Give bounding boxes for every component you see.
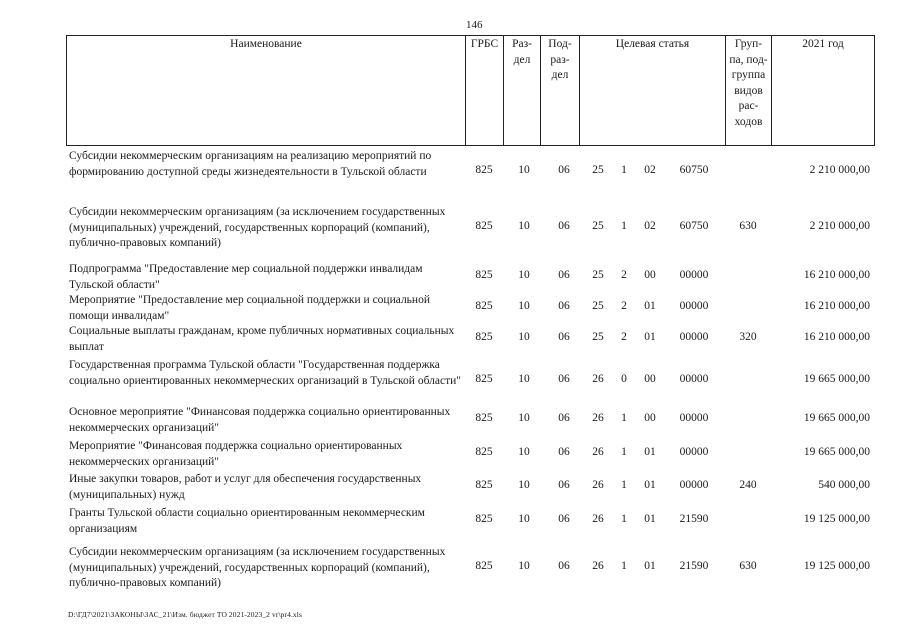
page-number: 146	[466, 19, 483, 31]
row-c4: 00000	[679, 479, 709, 491]
row-rz: 10	[518, 300, 530, 312]
row-c3: 00	[644, 269, 656, 281]
row-pr: 06	[558, 560, 570, 572]
row-name: Мероприятие "Предоставление мер социальной поддержки и социальной помощи инвалидам"	[69, 294, 430, 322]
row-c3: 01	[644, 479, 656, 491]
row-rz: 10	[518, 164, 530, 176]
row-pr: 06	[558, 269, 570, 281]
row-name: Субсидии некоммерческим организациям (за исключением государственных (муниципальных) учреждений, государственных корпораций (компаний), публично-правовых компаний)	[69, 546, 446, 589]
row-c1: 26	[592, 412, 604, 424]
row-grbs: 825	[475, 300, 493, 312]
row-c2: 1	[621, 164, 627, 176]
table-header	[66, 35, 875, 146]
row-c1: 26	[592, 513, 604, 525]
row-vr: 240	[739, 479, 757, 491]
row-c4: 00000	[679, 446, 709, 458]
row-grbs: 825	[475, 446, 493, 458]
row-pr: 06	[558, 220, 570, 232]
row-c1: 25	[592, 331, 604, 343]
row-c1: 26	[592, 373, 604, 385]
row-c3: 02	[644, 220, 656, 232]
row-c3: 00	[644, 373, 656, 385]
row-c1: 25	[592, 220, 604, 232]
row-c2: 1	[621, 220, 627, 232]
row-amount: 19 665 000,00	[803, 446, 870, 458]
row-c4: 21590	[679, 560, 709, 572]
header-podrazdel	[541, 36, 580, 145]
file-path-footer: D:\ГД7\2021\ЗАКОНЫ\ЗАС_21\Изм. бюджет ТО 2021-2023_2 vr\pr4.xls	[68, 610, 302, 619]
row-amount: 540 000,00	[818, 479, 870, 491]
row-name: Гранты Тульской области социально ориентированным некоммерческим организациям	[69, 507, 425, 535]
row-c4: 00000	[679, 269, 709, 281]
row-grbs: 825	[475, 513, 493, 525]
header-razdel-line: Раз-	[512, 38, 532, 50]
row-c4: 21590	[679, 513, 709, 525]
row-c3: 02	[644, 164, 656, 176]
row-pr: 06	[558, 412, 570, 424]
row-pr: 06	[558, 373, 570, 385]
header-group-line: видов	[734, 84, 763, 97]
row-name: Мероприятие "Финансовая поддержка социально ориентированных некоммерческих организаций"	[69, 440, 403, 468]
row-c2: 2	[621, 269, 627, 281]
row-name: Государственная программа Тульской области "Государственная поддержка социально ориентированных некоммерческих организаций в Тульской области"	[69, 359, 461, 387]
row-rz: 10	[518, 560, 530, 572]
row-c4: 00000	[679, 373, 709, 385]
header-podrazdel-line: Под-	[548, 38, 572, 50]
row-amount: 19 665 000,00	[803, 373, 870, 385]
header-group-line: ходов	[734, 115, 763, 128]
row-c1: 26	[592, 560, 604, 572]
header-podrazdel-line: раз-	[550, 53, 570, 66]
row-pr: 06	[558, 331, 570, 343]
row-amount: 2 210 000,00	[809, 164, 870, 176]
row-c1: 25	[592, 164, 604, 176]
row-grbs: 825	[475, 269, 493, 281]
row-amount: 19 125 000,00	[803, 560, 870, 572]
header-group-line: группа	[731, 69, 766, 81]
row-grbs: 825	[475, 412, 493, 424]
row-c3: 00	[644, 412, 656, 424]
row-c1: 26	[592, 479, 604, 491]
header-razdel	[504, 36, 541, 145]
row-c4: 00000	[679, 300, 709, 312]
row-pr: 06	[558, 446, 570, 458]
row-rz: 10	[518, 479, 530, 491]
header-group	[726, 36, 772, 145]
row-c1: 25	[592, 269, 604, 281]
row-c2: 1	[621, 560, 627, 572]
header-grbs: ГРБС	[466, 36, 504, 145]
row-pr: 06	[558, 164, 570, 176]
row-name: Субсидии некоммерческим организациям (за исключением государственных (муниципальных) учреждений, государственных корпораций (компаний), публично-правовых компаний)	[69, 206, 446, 249]
row-c1: 26	[592, 446, 604, 458]
row-amount: 2 210 000,00	[809, 220, 870, 232]
row-grbs: 825	[475, 331, 493, 343]
row-grbs: 825	[475, 220, 493, 232]
row-c3: 01	[644, 300, 656, 312]
row-c4: 60750	[679, 220, 709, 232]
row-rz: 10	[518, 269, 530, 281]
row-pr: 06	[558, 513, 570, 525]
header-group-line: па, под-	[729, 53, 768, 66]
row-grbs: 825	[475, 373, 493, 385]
row-rz: 10	[518, 446, 530, 458]
row-amount: 16 210 000,00	[803, 331, 870, 343]
row-rz: 10	[518, 220, 530, 232]
row-grbs: 825	[475, 164, 493, 176]
row-c2: 2	[621, 331, 627, 343]
header-target: Целевая статья	[580, 36, 726, 145]
row-rz: 10	[518, 513, 530, 525]
row-grbs: 825	[475, 479, 493, 491]
row-name: Основное мероприятие "Финансовая поддержка социально ориентированных некоммерческих организаций"	[69, 406, 451, 434]
header-group-line: рас-	[738, 100, 759, 112]
row-vr: 630	[739, 560, 757, 572]
row-rz: 10	[518, 412, 530, 424]
row-grbs: 825	[475, 560, 493, 572]
header-name: Наименование	[67, 36, 466, 145]
row-vr: 630	[739, 220, 757, 232]
header-group-line: Груп-	[734, 38, 763, 50]
row-c2: 1	[621, 513, 627, 525]
row-rz: 10	[518, 331, 530, 343]
row-pr: 06	[558, 300, 570, 312]
row-c3: 01	[644, 560, 656, 572]
row-c2: 1	[621, 412, 627, 424]
row-amount: 19 125 000,00	[803, 513, 870, 525]
row-c4: 00000	[679, 412, 709, 424]
header-podrazdel-line: дел	[551, 69, 569, 81]
row-name: Социальные выплаты гражданам, кроме публичных нормативных социальных выплат	[69, 325, 455, 353]
row-vr: 320	[739, 331, 757, 343]
header-year: 2021 год	[802, 38, 844, 50]
row-c3: 01	[644, 513, 656, 525]
row-c2: 0	[621, 373, 627, 385]
row-amount: 19 665 000,00	[803, 412, 870, 424]
row-c2: 1	[621, 479, 627, 491]
row-c4: 00000	[679, 331, 709, 343]
row-amount: 16 210 000,00	[803, 269, 870, 281]
row-name: Субсидии некоммерческим организациям на реализацию мероприятий по формированию доступной среды жизнедеятельности в Тульской области	[69, 150, 432, 178]
row-rz: 10	[518, 373, 530, 385]
row-c3: 01	[644, 331, 656, 343]
row-pr: 06	[558, 479, 570, 491]
row-c3: 01	[644, 446, 656, 458]
row-amount: 16 210 000,00	[803, 300, 870, 312]
row-c2: 2	[621, 300, 627, 312]
row-name: Подпрограмма "Предоставление мер социальной поддержки инвалидам Тульской области"	[69, 263, 423, 291]
row-name: Иные закупки товаров, работ и услуг для обеспечения государственных (муниципальных) нужд	[69, 473, 422, 501]
row-c4: 60750	[679, 164, 709, 176]
row-c2: 1	[621, 446, 627, 458]
header-razdel-line: дел	[513, 53, 531, 66]
row-c1: 25	[592, 300, 604, 312]
